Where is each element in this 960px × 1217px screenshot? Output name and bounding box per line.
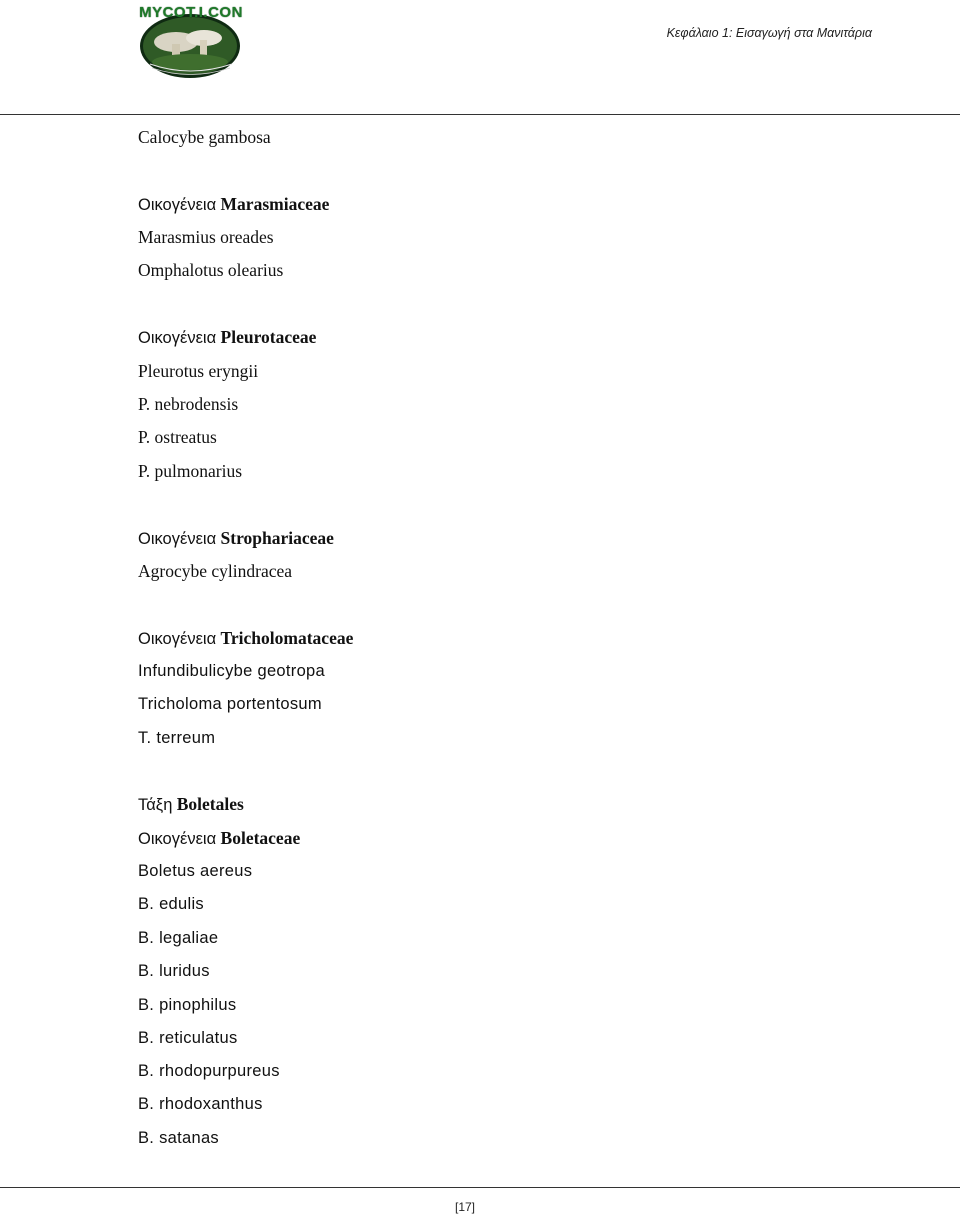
- species-line: Infundibulicybe geotropa: [138, 662, 325, 680]
- family-heading: [138, 193, 329, 216]
- species-line: P. ostreatus: [138, 427, 217, 447]
- species-line: B. reticulatus: [138, 1029, 238, 1047]
- family-heading: [138, 827, 300, 850]
- family-name: Marasmiaceae: [220, 194, 330, 214]
- species-line: Tricholoma portentosum: [138, 695, 322, 713]
- family-name: Boletaceae: [220, 828, 301, 848]
- species-line: Omphalotus olearius: [138, 260, 284, 280]
- family-heading: [138, 627, 353, 650]
- species-line: B. satanas: [138, 1129, 219, 1147]
- family-label: Οικογένεια: [138, 196, 217, 214]
- species-line: B. luridus: [138, 962, 210, 980]
- family-name: Tricholomataceae: [220, 628, 354, 648]
- footer-rule: [0, 1187, 960, 1188]
- family-label: Οικογένεια: [138, 830, 217, 848]
- page-header: [0, 0, 960, 118]
- species-line: T. terreum: [138, 729, 216, 747]
- species-line: B. rhodoxanthus: [138, 1095, 263, 1113]
- order-name: Boletales: [176, 794, 244, 814]
- running-head: Κεφάλαιο 1: Εισαγωγή στα Μανιτάρια: [666, 26, 872, 40]
- species-line: B. edulis: [138, 895, 204, 913]
- species-line: Agrocybe cylindracea: [138, 561, 293, 581]
- logo-text: MYCOT.I.CON: [139, 4, 243, 21]
- species-line: Pleurotus eryngii: [138, 361, 259, 381]
- page-number: [17]: [454, 1200, 475, 1214]
- order-label: Τάξη: [138, 796, 173, 814]
- family-label: Οικογένεια: [138, 530, 217, 548]
- species-line: Calocybe gambosa: [138, 127, 271, 147]
- species-line: P. pulmonarius: [138, 461, 243, 481]
- species-line: Boletus aereus: [138, 862, 253, 880]
- family-name: Strophariaceae: [220, 528, 334, 548]
- mycoticon-logo: [136, 2, 246, 82]
- family-heading: [138, 527, 334, 550]
- header-rule: [0, 114, 960, 115]
- family-heading: [138, 326, 316, 349]
- family-label: Οικογένεια: [138, 630, 217, 648]
- species-line: B. pinophilus: [138, 996, 237, 1014]
- species-line: Marasmius oreades: [138, 227, 274, 247]
- order-heading: [138, 793, 244, 816]
- species-line: B. legaliae: [138, 929, 219, 947]
- family-label: Οικογένεια: [138, 329, 217, 347]
- species-line: B. rhodopurpureus: [138, 1062, 280, 1080]
- family-name: Pleurotaceae: [220, 327, 317, 347]
- species-line: P. nebrodensis: [138, 394, 239, 414]
